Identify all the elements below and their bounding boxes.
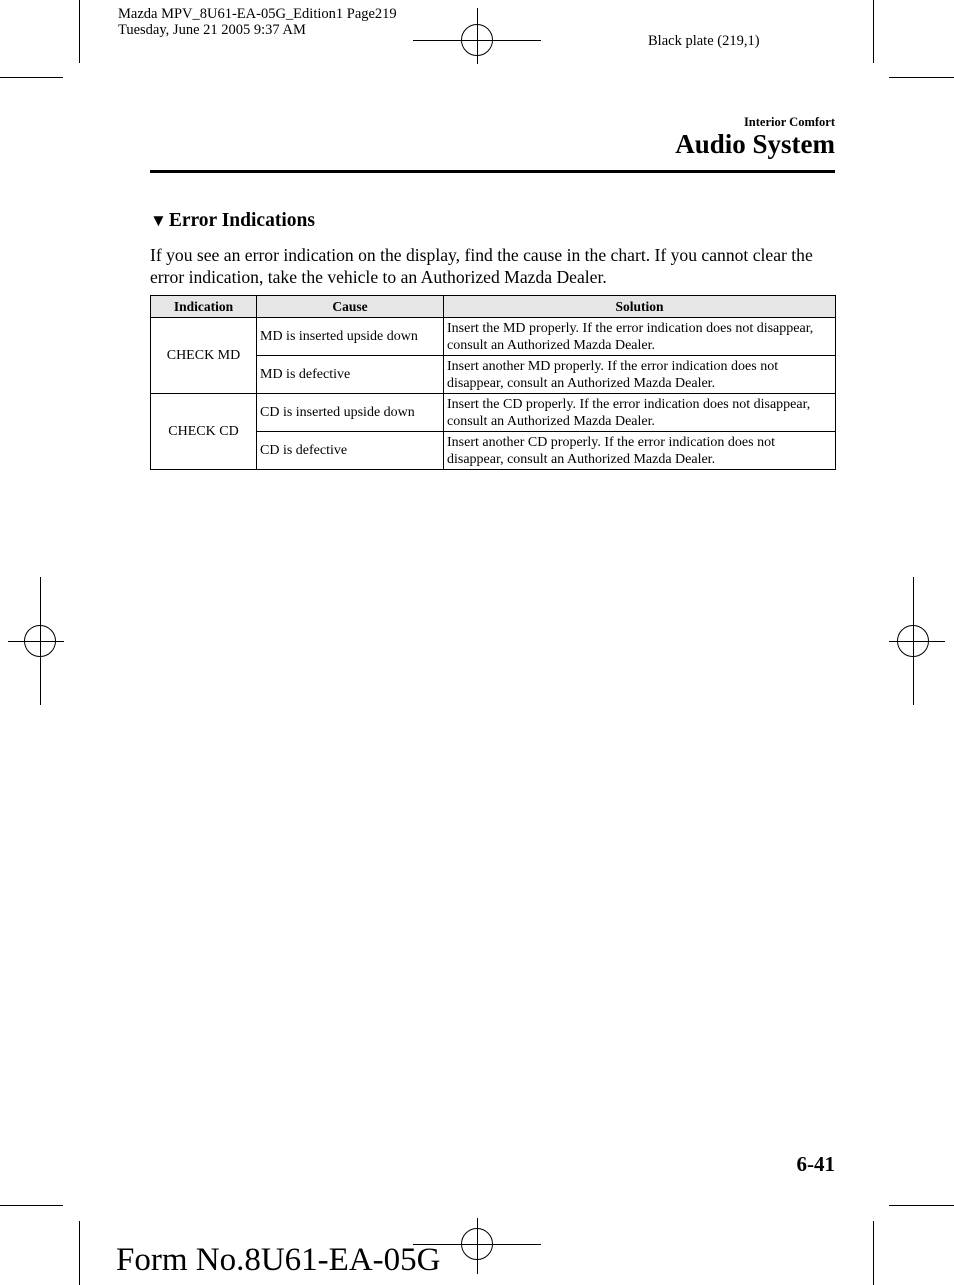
print-metadata-line2: Tuesday, June 21 2005 9:37 AM (118, 22, 306, 38)
table-row (151, 394, 836, 432)
subheading (150, 210, 315, 232)
triangle-down-icon: ▼ (150, 211, 167, 230)
column-header-solution: Solution (444, 296, 836, 318)
page-number: 6-41 (796, 1152, 835, 1176)
form-number: Form No.8U61-EA-05G (116, 1242, 441, 1278)
cause-cell: CD is defective (257, 432, 444, 470)
solution-cell: Insert another CD properly. If the error indication does not disappear, consult an Authorized Mazda Dealer. (444, 432, 836, 470)
print-metadata-line1: Mazda MPV_8U61-EA-05G_Edition1 Page219 (118, 6, 397, 22)
solution-cell: Insert another MD properly. If the error indication does not disappear, consult an Authorized Mazda Dealer. (444, 356, 836, 394)
cause-cell: CD is inserted upside down (257, 394, 444, 432)
intro-paragraph: If you see an error indication on the display, find the cause in the chart. If you cannot clear the error indication, take the vehicle to an Authorized Mazda Dealer. (150, 245, 813, 287)
subheading-text: Error Indications (168, 210, 315, 231)
page-title: Audio System (675, 129, 835, 159)
indication-cell: CHECK MD (151, 318, 257, 394)
table-row (151, 318, 836, 356)
solution-cell: Insert the MD properly. If the error indication does not disappear, consult an Authorized Mazda Dealer. (444, 318, 836, 356)
column-header-indication: Indication (151, 296, 257, 318)
cause-cell: MD is inserted upside down (257, 318, 444, 356)
section-label: Interior Comfort (743, 115, 835, 129)
print-metadata (118, 6, 397, 38)
solution-cell: Insert the CD properly. If the error indication does not disappear, consult an Authorized Mazda Dealer. (444, 394, 836, 432)
plate-label: Black plate (219,1) (648, 33, 760, 49)
error-indications-table (150, 295, 836, 470)
title-rule (150, 170, 835, 173)
column-header-cause: Cause (257, 296, 444, 318)
cause-cell: MD is defective (257, 356, 444, 394)
indication-cell: CHECK CD (151, 394, 257, 470)
table-header-row (151, 296, 836, 318)
